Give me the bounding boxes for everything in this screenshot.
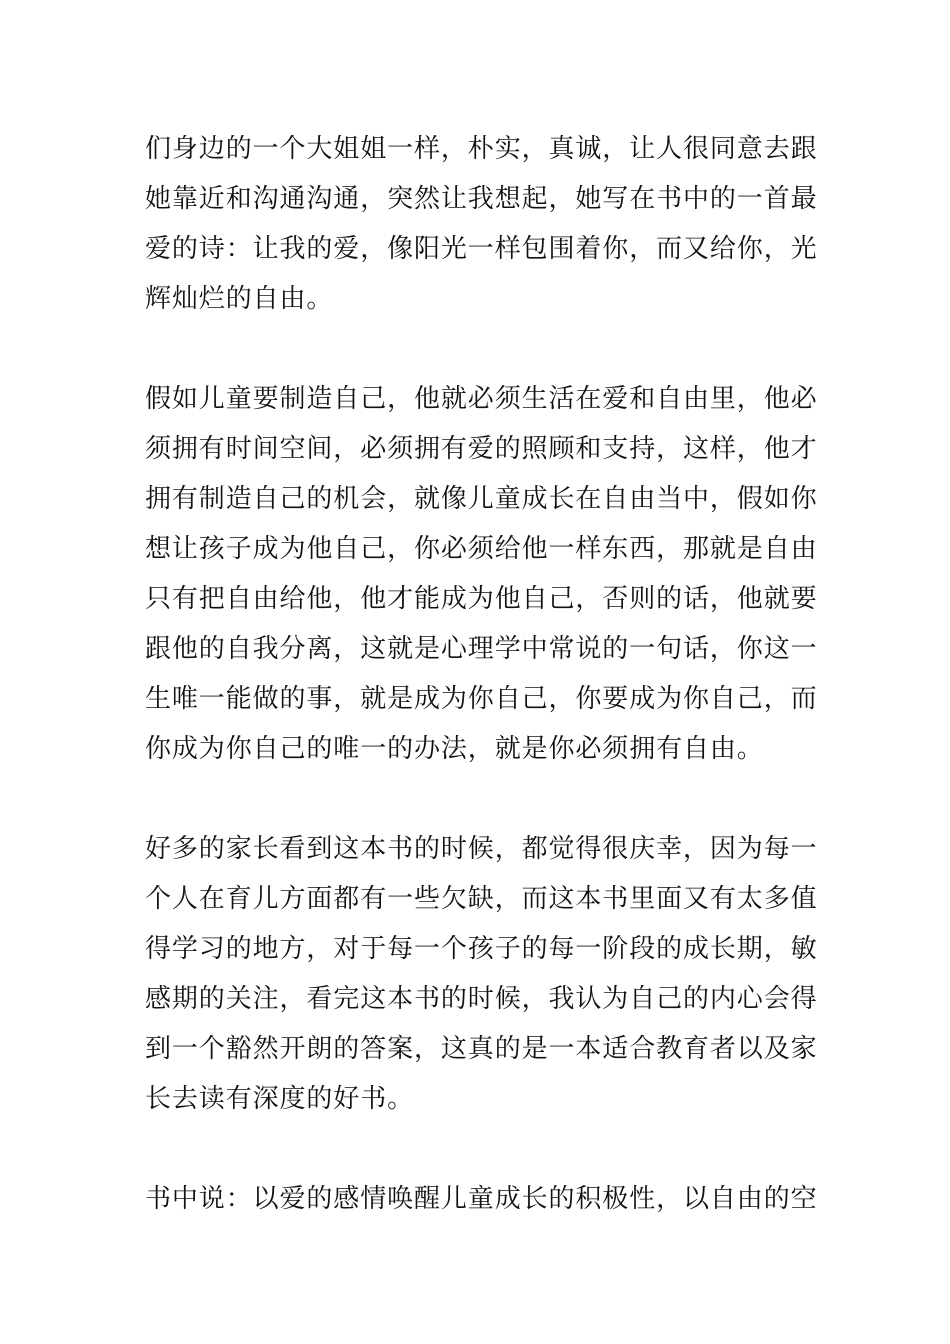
document-body [145,124,818,1224]
text-line: 到一个豁然开朗的答案，这真的是一本适合教育者以及家 [145,1034,818,1064]
text-line: 长去读有深度的好书。 [145,1084,415,1114]
text-line: 拥有制造自己的机会，就像儿童成长在自由当中，假如你 [145,484,818,514]
paragraph-2 [145,374,818,774]
text-line: 只有把自由给他，他才能成为他自己，否则的话，他就要 [145,584,818,614]
text-line: 爱的诗：让我的爱，像阳光一样包围着你，而又给你，光 [145,234,818,264]
text-line: 们身边的一个大姐姐一样，朴实，真诚，让人很同意去跟 [145,134,818,164]
text-line: 她靠近和沟通沟通，突然让我想起，她写在书中的一首最 [145,184,818,214]
text-line: 跟他的自我分离，这就是心理学中常说的一句话，你这一 [145,634,818,664]
text-line: 须拥有时间空间，必须拥有爱的照顾和支持，这样，他才 [145,434,818,464]
text-line: 书中说：以爱的感情唤醒儿童成长的积极性，以自由的空 [145,1184,818,1214]
text-line: 得学习的地方，对于每一个孩子的每一阶段的成长期，敏 [145,934,818,964]
text-line: 生唯一能做的事，就是成为你自己，你要成为你自己，而 [145,684,818,714]
paragraph-gap [145,774,810,824]
text-line: 感期的关注，看完这本书的时候，我认为自己的内心会得 [145,984,818,1014]
text-line: 你成为你自己的唯一的办法，就是你必须拥有自由。 [145,734,764,764]
text-line: 辉灿烂的自由。 [145,284,334,314]
paragraph-4 [145,1174,818,1224]
paragraph-3 [145,824,818,1124]
text-line: 好多的家长看到这本书的时候，都觉得很庆幸，因为每一 [145,834,818,864]
paragraph-1 [145,124,818,324]
text-line: 个人在育儿方面都有一些欠缺，而这本书里面又有太多值 [145,884,818,914]
paragraph-gap [145,1124,810,1174]
text-line: 想让孩子成为他自己，你必须给他一样东西，那就是自由 [145,534,818,564]
text-line: 假如儿童要制造自己，他就必须生活在爱和自由里，他必 [145,384,818,414]
paragraph-gap [145,324,810,374]
